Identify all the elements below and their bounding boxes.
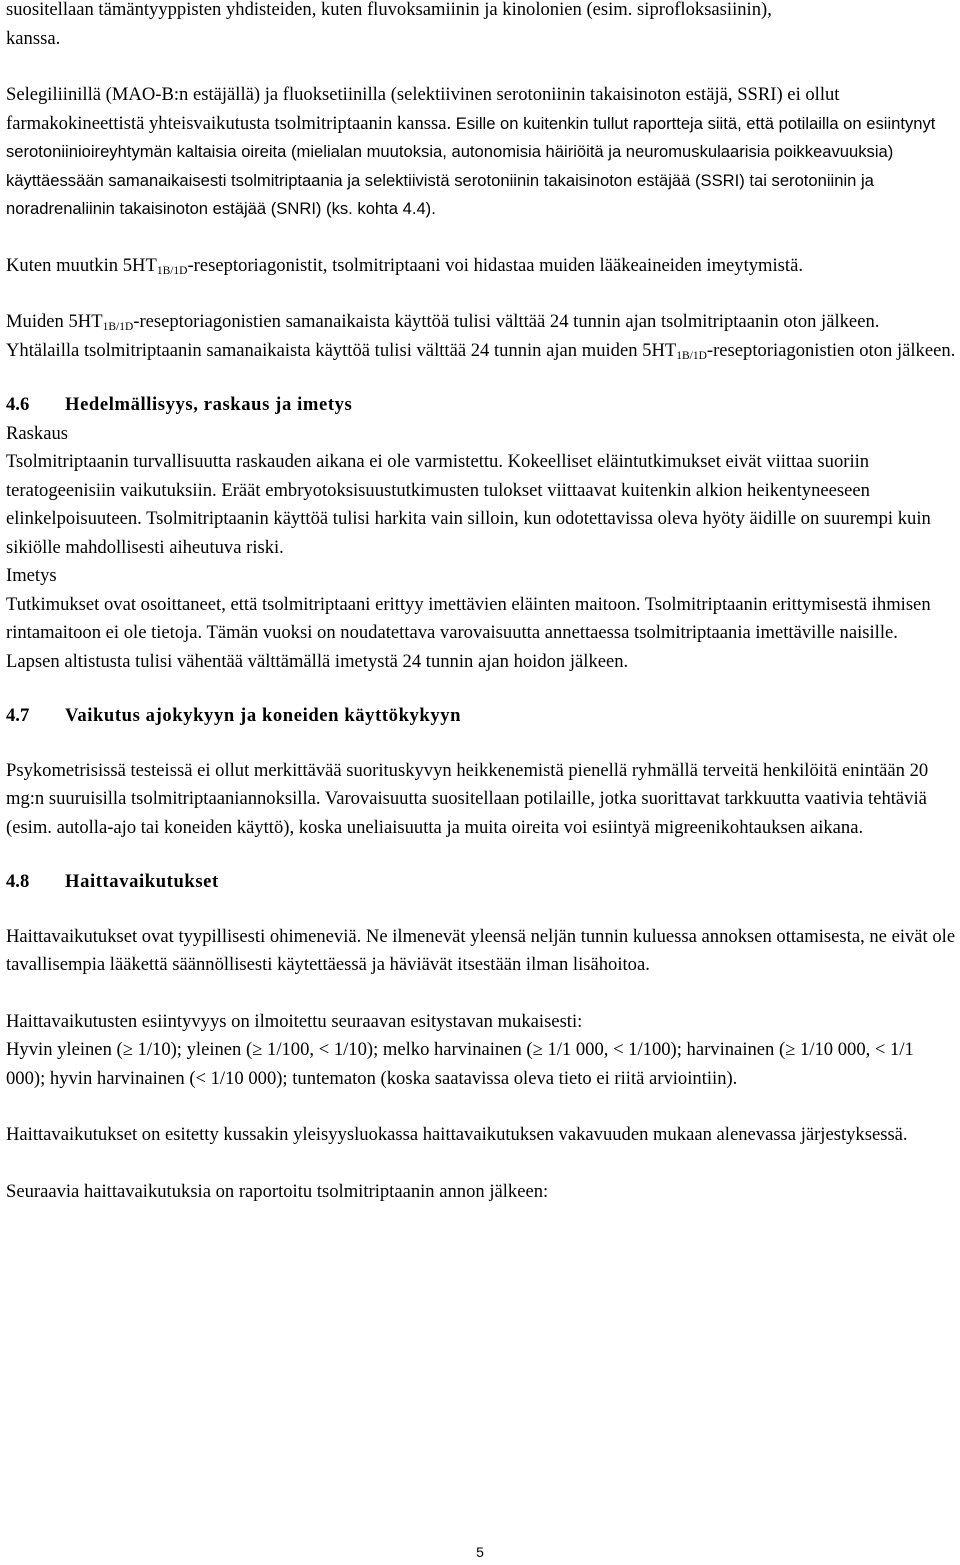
document-page [6, 0, 956, 1206]
section-heading-4-7 [6, 702, 956, 731]
section-heading-4-6 [6, 391, 956, 420]
paragraph-agonists [6, 308, 956, 365]
section-number: 4.7 [6, 705, 30, 726]
subheading-pregnancy: Raskaus [6, 422, 68, 444]
subscript: 1B/1D [156, 264, 188, 277]
text-run: -reseptoriagonistien oton jälkeen. [706, 339, 956, 361]
text-sans: Esille on kuitenkin tullut raportteja siitä, että potilailla on esiintynyt serotoniinioireyhtymän kaltaisia oireita (mielialan muutoksia, autonomisia häiriöitä ja neuromuskulaarisia poikkeavuuksia) käyttäessään samanaikaisesti tsolmitriptaania ja selektiivistä serotoniinin takaisinoton estäjää (SSRI) tai serotoniinin ja noradrenaliinin takaisinoton estäjää (SNRI) (ks. kohta 4.4). [6, 113, 936, 218]
text-run: Kuten muutkin 5HT [6, 254, 157, 276]
section-title: Hedelmällisyys, raskaus ja imetys [65, 394, 353, 415]
page-number: 5 [476, 1544, 484, 1560]
text-line: suositellaan tämäntyyppisten yhdisteiden, kuten fluvoksamiinin ja kinolonien (esim. siprofloksasiinin), [6, 0, 772, 20]
paragraph-driving: Psykometrisissä testeissä ei ollut merkittävää suorituskyvyn heikkenemistä pienellä ryhmällä terveitä henkilöitä enintään 20 mg:n suuruisilla tsolmitriptaaniannoksilla. Varovaisuutta suositellaan potilaille, jotka suorittavat tarkkuutta vaativia tehtäviä (esim. autolla-ajo tai koneiden käyttö), koska uneliaisuutta ja muita oireita voi esiintyä migreenikohtauksen aikana. [6, 759, 929, 838]
paragraph-reported-effects: Seuraavia haittavaikutuksia on raportoitu tsolmitriptaanin annon jälkeen: [6, 1180, 549, 1202]
paragraph-ordering: Haittavaikutukset on esitetty kussakin yleisyysluokassa haittavaikutuksen vakavuuden mukaan alenevassa järjestyksessä. [6, 1124, 908, 1145]
text-run: Hyvin yleinen (≥ 1/10); yleinen (≥ 1/100, < 1/10); melko harvinainen (≥ 1/1 000, < 1/100); harvinainen (≥ 1/10 000, < 1/1 000); hyvin harvinainen (< 1/10 000); tuntematon (koska saatavissa oleva tieto ei riitä arviointiin). [6, 1039, 914, 1089]
paragraph-absorption [6, 252, 956, 281]
text-line: Haittavaikutusten esiintyvyys on ilmoitettu seuraavan esitystavan mukaisesti: [6, 1010, 583, 1032]
paragraph-pregnancy: Tsolmitriptaanin turvallisuutta raskauden aikana ei ole varmistettu. Kokeelliset eläintutkimukset eivät viittaa suoriin teratogeenisiin vaikutuksiin. Eräät embryotoksisuustutkimusten tulokset viittaavat kuitenkin alkion heikentyneeseen elinkelpoisuuteen. Tsolmitriptaanin käyttöä tulisi harkita vain silloin, kun odotettavissa oleva hyöty äidille on suurempi kuin sikiölle mahdollisesti aiheutuva riski. [6, 451, 931, 558]
text-run: -reseptoriagonistien samanaikaista käyttöä tulisi välttää 24 tunnin ajan tsolmitriptaanin oton jälkeen. Yhtälailla tsolmitriptaanin samanaikaista käyttöä tulisi välttää 24 tunnin ajan muiden 5HT [6, 311, 880, 361]
subheading-breastfeeding: Imetys [6, 565, 57, 586]
text-serif: Selegiliinillä (MAO-B:n estäjällä) ja fluoksetiinilla (selektiivinen serotoniinin takaisinoton estäjä, SSRI) ei ollut farmakokineettistä yhteisvaikutusta tsolmitriptaanin kanssa. [6, 84, 840, 134]
paragraph-adverse-effects-intro: Haittavaikutukset ovat tyypillisesti ohimeneviä. Ne ilmenevät yleensä neljän tunnin kuluessa annoksen ottamisesta, ne eivät ole tavallisempia lääkettä säännöllisesti käytettäessä ja häviävät itsestään ilman lisähoitoa. [6, 925, 956, 975]
text-run: Muiden 5HT [6, 311, 103, 332]
section-title: Vaikutus ajokykyyn ja koneiden käyttökykyyn [65, 705, 462, 726]
paragraph-selegiline [6, 81, 956, 224]
text-run: -reseptoriagonistit, tsolmitriptaani voi hidastaa muiden lääkeaineiden imeytymistä. [187, 254, 803, 276]
section-number: 4.8 [6, 871, 30, 892]
section-heading-4-8 [6, 868, 956, 897]
paragraph-frequency [6, 1008, 956, 1094]
paragraph-interactions-continued [6, 0, 956, 53]
section-title: Haittavaikutukset [65, 871, 219, 892]
section-number: 4.6 [6, 394, 30, 415]
text-line: kanssa. [6, 27, 61, 49]
subscript: 1B/1D [102, 321, 134, 333]
subscript: 1B/1D [676, 349, 707, 362]
paragraph-breastfeeding: Tutkimukset ovat osoittaneet, että tsolmitriptaani erittyy imettävien eläinten maitoon. Tsolmitriptaanin erittymisestä ihmisen rintamaitoon ei ole tietoja. Tämän vuoksi on noudatettava varovaisuutta annettaessa tsolmitriptaania imettäville naisille. Lapsen altistusta tulisi vähentää välttämällä imetystä 24 tunnin ajan hoidon jälkeen. [6, 593, 931, 672]
